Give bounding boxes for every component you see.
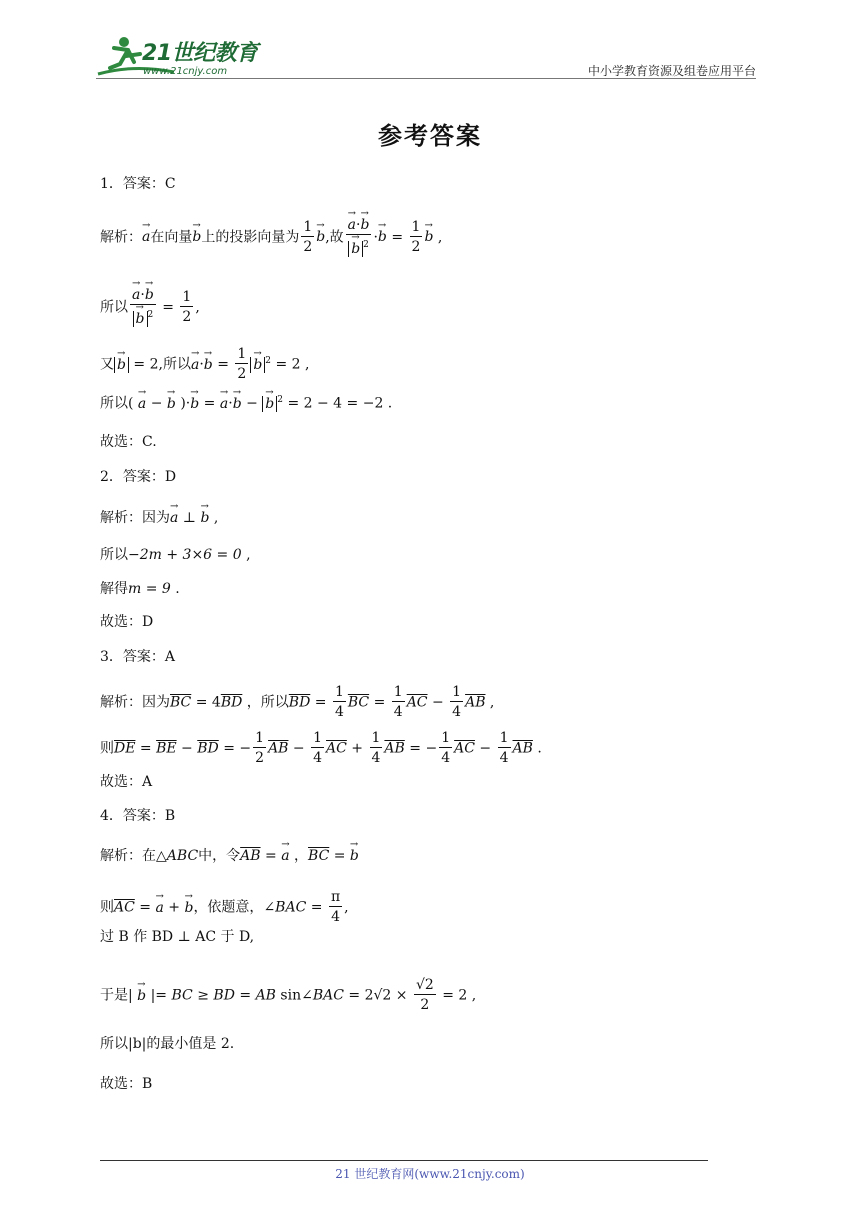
q1-analysis-line1: 解析：→ a在向量→ b上的投影向量为 $\frac{1}{2}$ → b,故 → a·→ b → b $^2$ ·→ b = $\frac{1}{2}$ → b , (100, 216, 442, 259)
q4-hence-label: 于是 (100, 987, 128, 1004)
q2-result: m = 9 (128, 581, 171, 597)
q2-solve-label: 解得 (100, 581, 128, 597)
q2-answer: 2．答案：D (100, 469, 177, 485)
q1-also-label: 又 (100, 356, 114, 373)
q1-analysis-line2: 所以 → a·→ b → b $^2$ = $\frac{1}{2}$ , (100, 286, 200, 329)
q2-analysis-line2: 所以−2m + 3×6 = 0 , (100, 547, 251, 563)
q1-so-label: 所以 (100, 299, 128, 316)
q4-by-label: ，依题意， (193, 899, 264, 916)
q2-so-label: 所以 (100, 547, 128, 563)
logo-url: www.21cnjy.com (143, 66, 228, 77)
q4-answer: 4．答案：B (100, 808, 176, 824)
q1-label: 解析： (100, 229, 142, 246)
q4-then-label: 则 (100, 899, 114, 916)
q4-label: 解析：在△ (100, 848, 167, 864)
q4-analysis-line5: 所以|b|的最小值是 2. (100, 1036, 235, 1052)
q2-because-label: 解析：因为 (100, 510, 170, 526)
q1-text-c: 上的投影向量为 (201, 229, 300, 246)
q4-analysis-line2: 则$\overline{AC}$ = → a + → b，依题意，∠BAC = $\frac{\pi}{4}$ , (100, 888, 349, 927)
q1-text-b: 在向量 (150, 229, 193, 246)
q3-then-label: 则 (100, 740, 114, 757)
q1-analysis-line4: 所以( → a − → b )·→ b = → a·→ b − → b $^2$ = 2 − 4 = −2 . (100, 390, 392, 414)
q1-choice: 故选：C. (100, 434, 157, 450)
q1-so-label3: 所以 (100, 395, 128, 412)
q3-analysis-line1: 解析：因为$\overline{BC} = 4\overline{BD}$ ，所以$\overline{BD}$ = $\frac{1}{4}$ $\overline{BC}$ = $\frac{1}{4}$ $\overline{AC}$ − $\frac{1}{4}$ $\overline{AB}$ , (100, 684, 495, 720)
footer-divider (100, 1160, 708, 1161)
q2-analysis-line3: 解得m = 9 . (100, 581, 180, 597)
q4-choice: 故选：B (100, 1076, 153, 1092)
q3-analysis-line2: 则$\overline{DE} = \overline{BE} - \overline{BD}$ = − $\frac{1}{2}$ $\overline{AB}$ − $\frac{1}{4}$ $\overline{AC}$ + $\frac{1}{4}$ $\overline{AB}$ = − $\frac{1}{4}$ $\overline{AC}$ − $\frac{1}{4}$ $\overline{AB}$ . (100, 730, 542, 766)
q1-so-label2: ,所以 (158, 356, 191, 373)
q2-choice: 故选：D (100, 614, 154, 630)
q4-analysis-line3: 过 B 作 BD ⊥ AC 于 D, (100, 929, 255, 945)
q3-answer: 3．答案：A (100, 649, 176, 665)
logo-text: 21世纪教育 (142, 41, 258, 66)
q4-let-label: 中，令 (198, 848, 241, 864)
page-title: 参考答案 (378, 122, 482, 150)
q4-analysis-line4: 于是| → b |= BC ≥ BD = AB sin∠BAC = 2√2 × $\frac{√2}{2}$ = 2 , (100, 976, 476, 1015)
q1-answer: 1．答案：C (100, 176, 176, 192)
footer-link[interactable]: 21 世纪教育网(www.21cnjy.com) (335, 1167, 525, 1181)
q3-because-label: 解析：因为 (100, 694, 170, 711)
q4-analysis-line1: 解析：在△ABC中，令$\overline{AB}$ = → a ，$\overline{BC}$ = → b (100, 846, 359, 866)
q1-text-d: ,故 (325, 229, 344, 246)
header-divider (96, 78, 756, 79)
q3-choice: 故选：A (100, 774, 153, 790)
header-platform-name: 中小学教育资源及组卷应用平台 (587, 64, 756, 78)
q3-so-label: 所以 (260, 694, 289, 711)
q2-analysis-line1: 解析：因为→ a ⊥ → b , (100, 508, 218, 528)
q1-analysis-line3: 又 → b = 2,所以→ a·→ b = $\frac{1}{2}$ → b $^2$ = 2 , (100, 345, 309, 384)
q2-equation: −2m + 3×6 = 0 (128, 547, 242, 563)
